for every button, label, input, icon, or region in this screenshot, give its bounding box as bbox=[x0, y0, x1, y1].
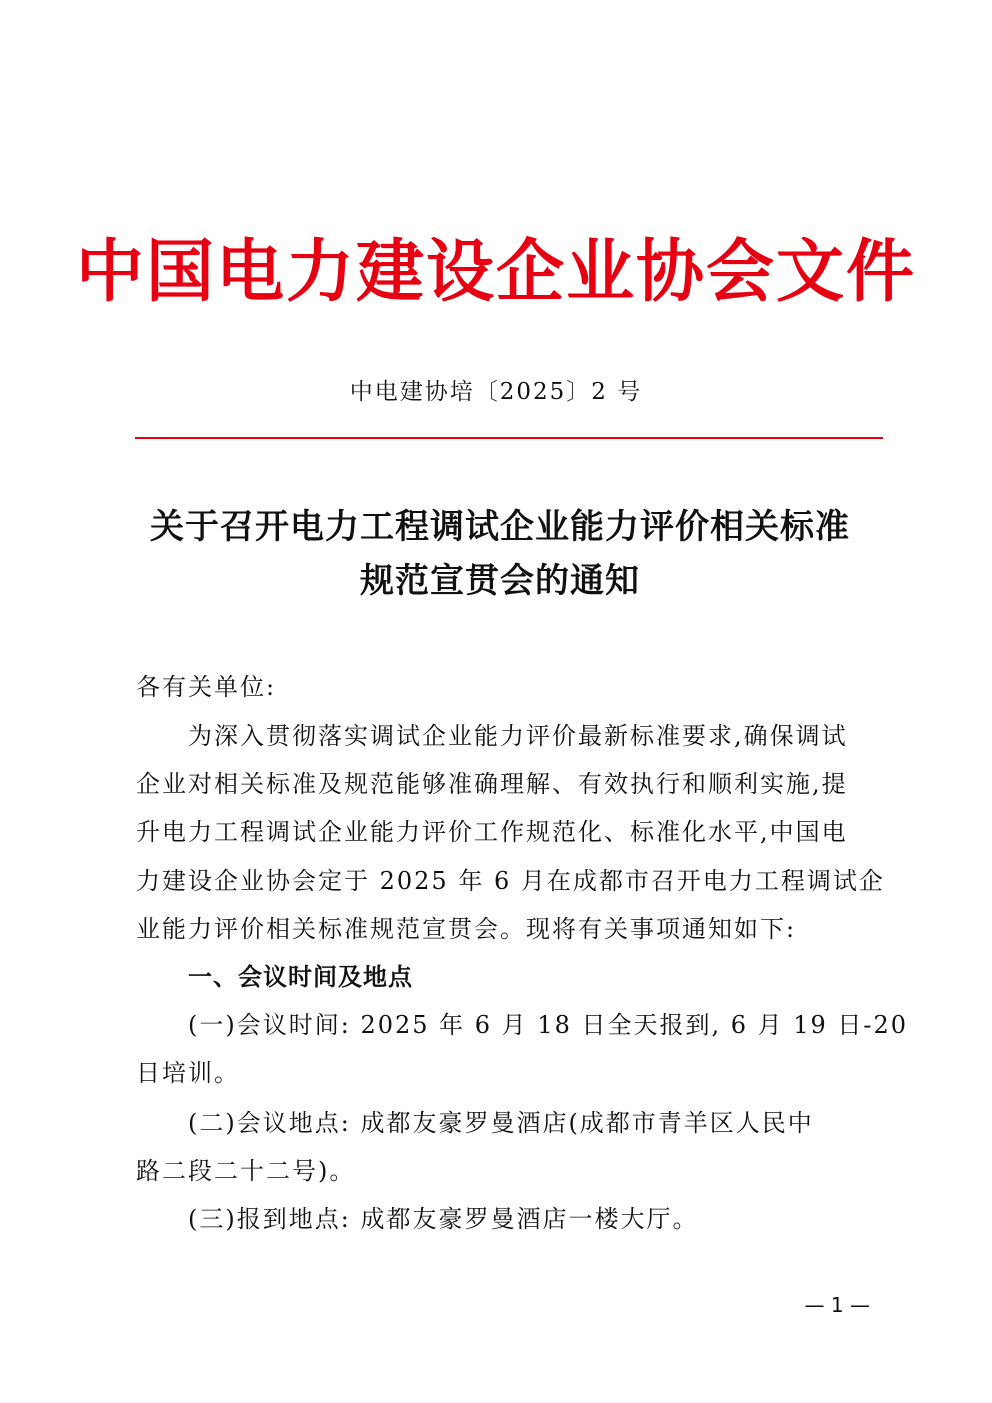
item-meeting-place-line-1: (二)会议地点: 成都友豪罗曼酒店(成都市青羊区人民中 bbox=[188, 1109, 814, 1137]
document-number: 中电建协培〔2025〕2 号 bbox=[349, 379, 643, 405]
intro-line-2: 企业对相关标准及规范能够准确理解、有效执行和顺利实施,提 bbox=[136, 770, 848, 798]
notice-title-line-1: 关于召开电力工程调试企业能力评价相关标准 bbox=[150, 507, 850, 547]
intro-line-1: 为深入贯彻落实调试企业能力评价最新标准要求,确保调试 bbox=[188, 722, 848, 750]
intro-line-4: 力建设企业协会定于 2025 年 6 月在成都市召开电力工程调试企 bbox=[136, 867, 885, 895]
notice-title bbox=[120, 500, 880, 608]
section-heading-time-place: 一、会议时间及地点 bbox=[188, 963, 413, 991]
item-meeting-place-line-2: 路二段二十二号)。 bbox=[136, 1157, 356, 1185]
item-meeting-time-line-2: 日培训。 bbox=[136, 1059, 240, 1087]
masthead-title: 中国电力建设企业协会文件 bbox=[75, 233, 916, 312]
intro-line-5: 业能力评价相关标准规范宣贯会。现将有关事项通知如下: bbox=[136, 915, 797, 943]
notice-title-line-2: 规范宣贯会的通知 bbox=[360, 561, 640, 601]
intro-line-3: 升电力工程调试企业能力评价工作规范化、标准化水平,中国电 bbox=[136, 818, 848, 846]
red-divider-line bbox=[135, 437, 883, 439]
item-registration-place: (三)报到地点: 成都友豪罗曼酒店一楼大厅。 bbox=[188, 1205, 699, 1233]
salutation: 各有关单位: bbox=[136, 673, 277, 701]
page-number: — 1 — bbox=[804, 1293, 870, 1317]
item-meeting-time-line-1: (一)会议时间: 2025 年 6 月 18 日全天报到, 6 月 19 日-20 bbox=[188, 1011, 909, 1039]
